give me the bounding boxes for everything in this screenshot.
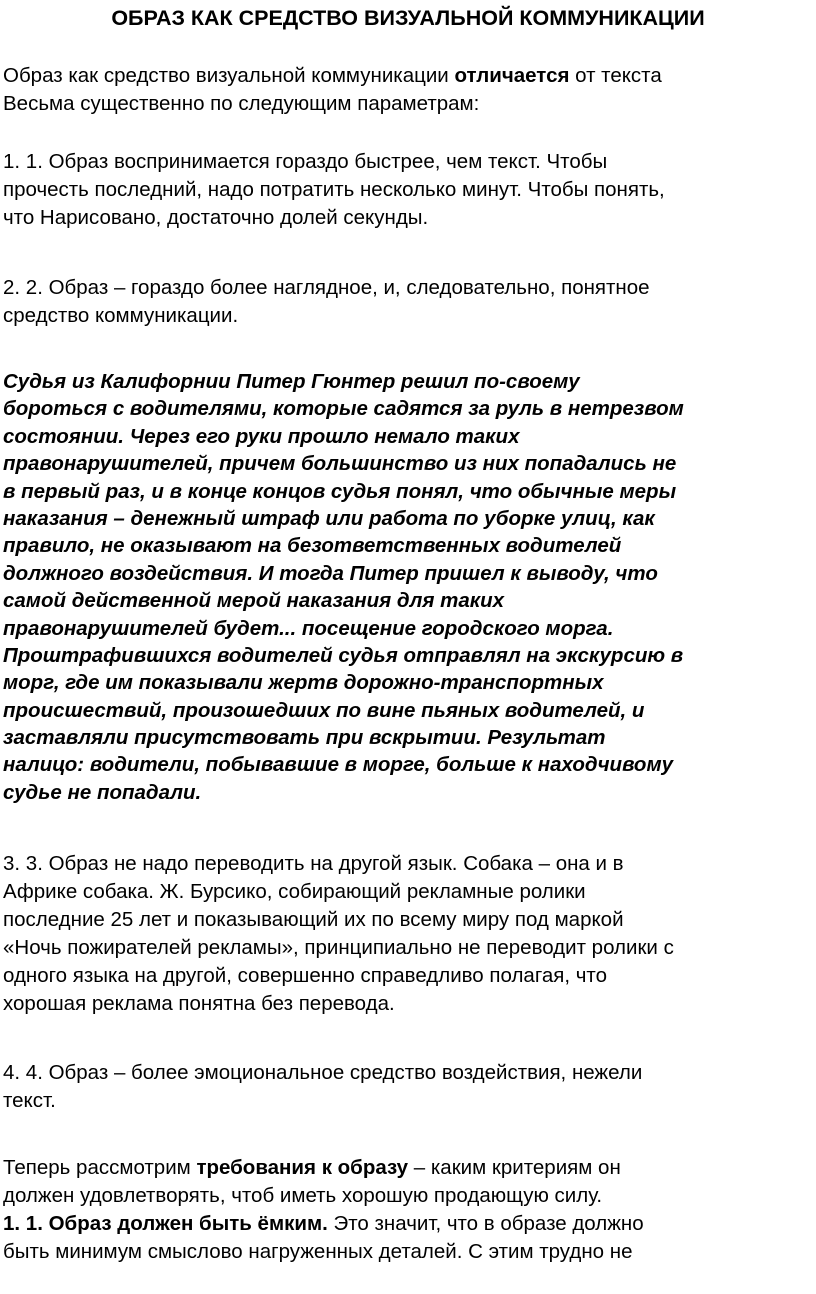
intro-paragraph	[3, 62, 813, 118]
story-line: Судья из Калифорнии Питер Гюнтер решил по-своему	[3, 370, 580, 393]
requirements-line-1	[3, 1154, 813, 1182]
intro-line-2: Весьма существенно по следующим параметрам:	[3, 92, 480, 115]
intro-text-a: Образ как средство визуальной коммуникации	[3, 64, 455, 87]
story-line: происшествий, произошедших по вине пьяных водителей, и	[3, 698, 645, 722]
story-line: Проштрафившихся водителей судья отправлял на экскурсию в	[3, 643, 684, 667]
item1-line-1: 1. 1. Образ воспринимается гораздо быстрее, чем текст. Чтобы	[3, 150, 608, 173]
requirements-emphasis: требования к образу	[196, 1156, 409, 1179]
story-line: в первый раз, и в конце концов судья понял, что обычные меры	[3, 479, 677, 503]
story-line: правило, не оказывают на безответственных водителей	[3, 534, 622, 558]
story-line: налицо: водители, побывавшие в морге, больше к находчивому	[3, 753, 674, 777]
story-line: самой действенной мерой наказания для таких	[3, 589, 505, 613]
story-paragraph	[3, 368, 813, 806]
item1-line-2: прочесть последний, надо потратить несколько минут. Чтобы понять,	[3, 178, 665, 201]
intro-line-1	[3, 62, 813, 90]
story-line: наказания – денежный штраф или работа по уборке улиц, как	[3, 506, 655, 530]
story-line: заставляли присутствовать при вскрытии. Результат	[3, 726, 606, 750]
item3-line-1: 3. 3. Образ не надо переводить на другой язык. Собака – она и в	[3, 852, 624, 875]
item4-line-1: 4. 4. Образ – более эмоциональное средство воздействия, нежели	[3, 1061, 643, 1084]
requirements-line-2: должен удовлетворять, чтоб иметь хорошую продающую силу.	[3, 1184, 603, 1207]
intro-text-c: от текста	[569, 64, 662, 87]
item2-line-2: средство коммуникации.	[3, 304, 239, 327]
item1-line-3: что Нарисовано, достаточно долей секунды.	[3, 206, 429, 229]
intro-emphasis: отличается	[454, 64, 570, 87]
requirement-1-text: Это значит, что в образе должно	[327, 1212, 644, 1235]
requirements-line-3	[3, 1210, 813, 1238]
requirements-line-4: быть минимум смыслово нагруженных деталей. С этим трудно не	[3, 1240, 633, 1263]
list-item-3	[3, 850, 813, 1018]
item4-line-2: текст.	[3, 1089, 56, 1112]
story-line: правонарушителей, причем большинство из них попадались не	[3, 452, 677, 476]
item3-line-3: последние 25 лет и показывающий их по всему миру под маркой	[3, 908, 624, 931]
list-item-1	[3, 148, 813, 232]
item3-line-2: Африке собака. Ж. Бурсико, собирающий рекламные ролики	[3, 880, 586, 903]
item2-line-1: 2. 2. Образ – гораздо более наглядное, и, следовательно, понятное	[3, 276, 650, 299]
requirement-1-heading: 1. 1. Образ должен быть ёмким.	[3, 1212, 328, 1235]
story-line: состоянии. Через его руки прошло немало таких	[3, 424, 520, 448]
story-line: должного воздействия. И тогда Питер пришел к выводу, что	[3, 561, 658, 585]
requirements-text-a: Теперь рассмотрим	[3, 1156, 197, 1179]
list-item-4	[3, 1059, 813, 1115]
page-title: ОБРАЗ КАК СРЕДСТВО ВИЗУАЛЬНОЙ КОММУНИКАЦИИ	[111, 6, 705, 30]
story-line: бороться с водителями, которые садятся за руль в нетрезвом	[3, 397, 684, 421]
story-line: морг, где им показывали жертв дорожно-транспортных	[3, 671, 604, 695]
story-line: правонарушителей будет... посещение городского морга.	[3, 616, 614, 640]
requirements-text-c: – каким критериям он	[408, 1156, 621, 1179]
item3-line-6: хорошая реклама понятна без перевода.	[3, 992, 395, 1015]
item3-line-4: «Ночь пожирателей рекламы», принципиально не переводит ролики с	[3, 936, 674, 959]
requirements-paragraph	[3, 1154, 813, 1266]
list-item-2	[3, 274, 813, 330]
story-line: судье не попадали.	[3, 780, 202, 804]
item3-line-5: одного языка на другой, совершенно справедливо полагая, что	[3, 964, 607, 987]
